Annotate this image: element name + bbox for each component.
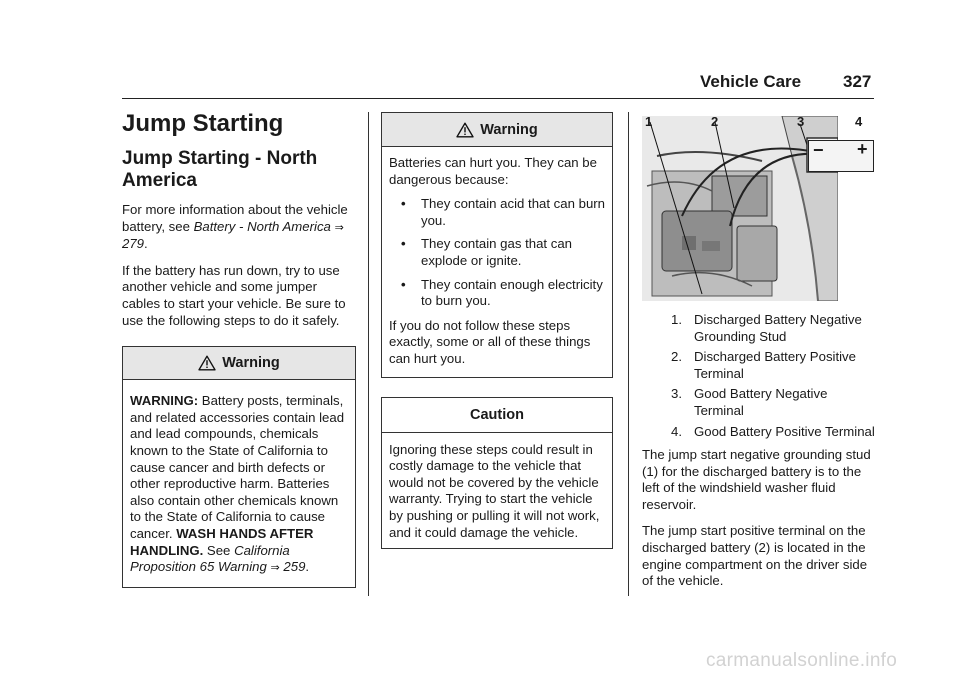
header-rule: [122, 98, 874, 99]
hazard-list: [389, 196, 605, 310]
subsection-title: Jump Starting - North America: [122, 148, 318, 191]
battery-positive-symbol: +: [857, 139, 868, 159]
prop65-reference-page[interactable]: 259: [283, 559, 306, 575]
caution-box: [381, 397, 613, 550]
battery-warning-intro: Batteries can hurt you. They can be dangerous because:: [389, 155, 597, 187]
prop65-warning-box: [122, 346, 356, 588]
figure-callout-1: 1: [645, 114, 653, 129]
list-item: 3. Good Battery Negative Terminal: [671, 386, 828, 418]
list-item: • They contain acid that can burn you.: [401, 196, 606, 228]
page-ref-arrow-icon: ⇒: [334, 221, 344, 234]
caution-body: Ignoring these steps could result in costly damage to the vehicle that would not be covered by the vehicle warranty. Trying to start the vehicle by pushing or pulling it will not work, and it could damage the vehicle.: [389, 441, 600, 540]
figure-callout-4: 4: [855, 114, 863, 129]
figure-callout-2: 2: [711, 114, 719, 129]
page-number: 327: [843, 72, 872, 91]
battery-warning-header: [382, 113, 612, 147]
column-2: [381, 112, 613, 549]
prop65-warning-header: [123, 347, 355, 380]
list-item: 1. Discharged Battery Negative Grounding Stud: [671, 312, 862, 344]
caution-title: Caution: [382, 398, 612, 433]
page-ref-arrow-icon: ⇒: [270, 562, 280, 575]
warning-triangle-icon: [198, 355, 216, 371]
battery-warning-title: Warning: [480, 121, 538, 138]
battery-warning-box: [381, 112, 613, 378]
column-3-text: [642, 447, 876, 600]
prop65-warning-body: WARNING: Battery posts, terminals, and related accessories contain lead and lead compounds, chemicals known to the State of California to cause cancer and birth defects or other reproductive harm. Batteries also contain other chemicals known to the State of California to cause cancer. WASH HANDS AFTER HANDLING. See California Proposition 65 Warning ⇒ 259.: [130, 393, 345, 575]
watermark: carmanualsonline.info: [706, 650, 898, 671]
column-1: [122, 110, 356, 588]
prop65-reference-link[interactable]: California Proposition 65 Warning: [130, 542, 290, 575]
prop65-warning-title: Warning: [222, 355, 280, 372]
figure-legend: [671, 312, 876, 444]
battery-warning-outro: If you do not follow these steps exactly, some or all of these things can hurt you.: [389, 317, 591, 366]
run-down-paragraph: If the battery has run down, try to use another vehicle and some jumper cables to start your vehicle. Be sure to use the following steps to do it safely.: [122, 262, 346, 328]
list-item: 4. Good Battery Positive Terminal: [671, 423, 875, 439]
column-divider-right: [628, 112, 629, 596]
battery-negative-symbol: −: [813, 140, 824, 160]
figure-label-list: [671, 312, 876, 440]
good-battery-illustration: [808, 140, 874, 172]
positive-terminal-paragraph: The jump start positive terminal on the discharged battery (2) is located in the engine compartment on the driver side of the vehicle.: [642, 523, 868, 589]
figure-callout-3: 3: [797, 114, 805, 129]
running-header-section: Vehicle Care: [700, 72, 802, 91]
negative-stud-paragraph: The jump start negative grounding stud (1) for the discharged battery is to the left of the windshield washer fluid reservoir.: [642, 447, 871, 512]
column-divider-left: [368, 112, 369, 596]
list-item: 2. Discharged Battery Positive Terminal: [671, 349, 856, 381]
list-item: • They contain gas that can explode or ignite.: [401, 236, 573, 268]
battery-warning-body: [382, 147, 612, 377]
warning-triangle-icon: [456, 122, 474, 138]
section-title: Jump Starting: [122, 110, 284, 137]
battery-reference-link[interactable]: Battery - North America: [193, 218, 331, 234]
list-item: • They contain enough electricity to burn you.: [401, 276, 603, 309]
battery-reference-page[interactable]: 279: [122, 236, 145, 252]
intro-paragraph: For more information about the vehicle battery, see Battery - North America ⇒ 279.: [122, 202, 348, 252]
